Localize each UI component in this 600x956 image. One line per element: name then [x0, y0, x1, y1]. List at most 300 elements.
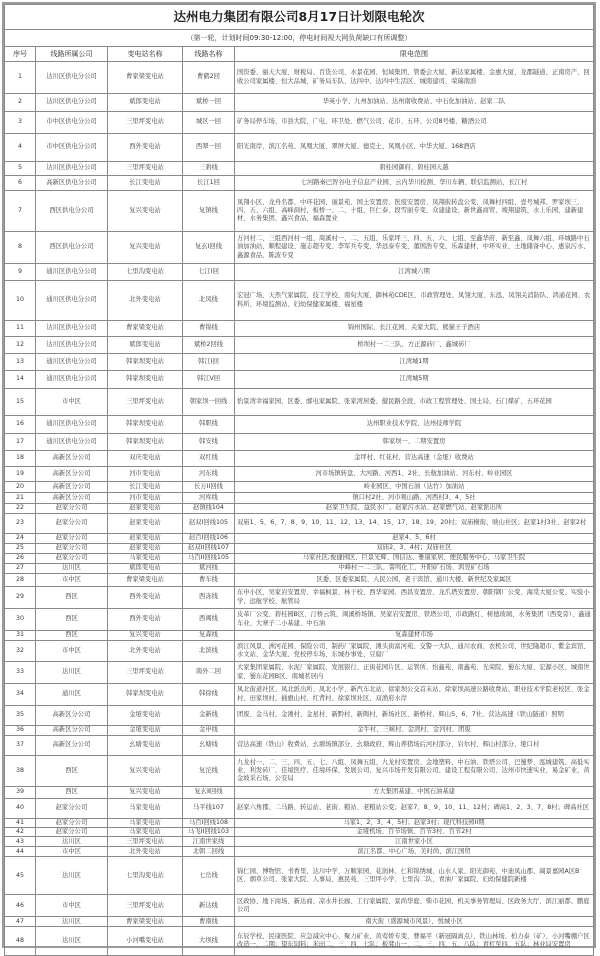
row-company: 高新区分公司: [36, 493, 108, 504]
row-line: 七江Ⅰ回: [183, 264, 235, 281]
table-row: [5, 684, 594, 706]
row-company: 赵家分公司: [36, 514, 108, 534]
row-substation: 三里坪变电站: [108, 662, 183, 684]
row-line: 西翠一回: [183, 134, 235, 162]
row-substation: 韩家坝变电站: [108, 371, 183, 389]
row-scope: 赵家六角郡、二马路、转运站、老街、粮站、老粮站公变；赵家7、8、9、10、11、12村；碑高1、2、3、7、8村；碑高社区: [235, 799, 594, 819]
table-row: [5, 451, 594, 467]
row-line: 西冻线: [183, 587, 235, 609]
row-index: 25: [5, 544, 36, 554]
row-line: 长万II回线: [183, 482, 235, 493]
row-line: 韩江Ⅴ回: [183, 371, 235, 389]
row-scope: 岭业园区、中国石油（达竹）加油站: [235, 482, 594, 493]
page-title: 达州电力集团有限公司8月17日计划限电轮次: [5, 5, 594, 30]
row-company: 市中区: [36, 847, 108, 857]
row-scope: 江南世家小区: [235, 837, 594, 847]
row-scope: 七河路秦巴智谷电子信息产业园、云内华川检测、华川车辆、联信监测站、长江村: [235, 176, 594, 191]
header-company: 线路所属公司: [36, 47, 108, 62]
row-index: 3: [5, 112, 36, 134]
row-index: 14: [5, 371, 36, 389]
row-index: 28: [5, 574, 36, 587]
row-index: 15: [5, 389, 36, 416]
row-index: 10: [5, 281, 36, 321]
row-scope: 锦仁园、博物馆、书香里、达川中学、万顺家园、花润林、仁和锦绣城、山水人家、阳光御苑、中迪凤山郡、阔景嘉园A区B区、烟草公司、张家大院、人事局、惠民苑、三里坪小学、七里沟二队、青油厂家属院、妇幼保健院新楼: [235, 857, 594, 895]
row-line: 曹锦线: [183, 321, 235, 337]
row-line: 新达线: [183, 895, 235, 917]
table-row: [5, 544, 594, 554]
row-scope: 赵家卫生院、益民水厂、赵家污水站、赵家燃气站、赵家派出所: [235, 504, 594, 514]
row-scope: 江湾城1期: [235, 354, 594, 371]
row-line: 马百I回线108: [183, 819, 235, 828]
row-substation: 西外变电站: [108, 587, 183, 609]
row-company: 高新区分公司: [36, 482, 108, 493]
row-substation: 曹家梁变电站: [108, 917, 183, 927]
row-substation: 三里坪变电站: [108, 895, 183, 917]
row-company: 赵家分公司: [36, 819, 108, 828]
row-scope: 滨江名都、中心广场、美时尚、滨江国贸: [235, 847, 594, 857]
row-scope: 营达高速（铁山）收费站、幺塘场镇部分、幺塘政府、辉山养猪场后河村部分、岩尔村、辉山村部分、垭口村: [235, 736, 594, 756]
row-line: 长江1回: [183, 176, 235, 191]
row-line: 斌桥2回线: [183, 337, 235, 354]
row-scope: 双庙1、5、6、7、8、9、10、11、12、13、14、15、17、18、19、20村；双庙横街、映山社区；赵家1村3社、赵家2村: [235, 514, 594, 534]
row-line: 曹车线: [183, 574, 235, 587]
row-scope: 河市场镇转盘、大河路、河西1、2社、长航加油站、河东村、岭业园区: [235, 467, 594, 482]
row-substation: 长江变电站: [108, 176, 183, 191]
row-scope: 万河村二、三组西河村一组、周溪村一、二、五组、乐家坪三、四、五、六、七组、至鑫华府、新至鑫、凤舞六组、环城路中石油加油站、顺程建设、施志超专变、李军兵专变、华远泰专变、董国浩专变、乐森建材、中环实业、土地储备中心、惠泉污水、鑫源食品、陈波专变: [235, 232, 594, 264]
row-company: 赵家分公司: [36, 504, 108, 514]
row-line: 幺塘线: [183, 736, 235, 756]
row-line: 复玄Ⅱ回线: [183, 787, 235, 799]
row-index: 47: [5, 917, 36, 927]
row-substation: 赵家变电站: [108, 504, 183, 514]
row-company: 达川区供电分公司: [36, 94, 108, 112]
row-line: 朝家坝一回线: [183, 389, 235, 416]
table-row: [5, 482, 594, 493]
table-row: [5, 371, 594, 389]
row-scope: 九龙村一、二、三、四、五、七、八组、凤舞五组、九龙村安置房、金地塑料、中石油、铁塔公司、巴蜀梦、泓城建筑、高低实业、利发砖厂、佳境医疗、佳境环保、发展公司、复兴市场开发有限公司、建设工程有限公司、达州市快速实业、易金矿业、黄金坡采石场、公安局: [235, 756, 594, 787]
row-substation: 复兴变电站: [108, 787, 183, 799]
row-line: 赵百I回线106: [183, 534, 235, 544]
sheet-frame: [2, 2, 596, 948]
subtitle-row: [5, 30, 594, 47]
row-scope: 国资委、丽天大厦、财税局、百货公司、水景花园、恒域集团、管委会大厦、新达家属楼、金惠大厦、龙郡隧道、正南房产、回收公司家属楼、恒大品城、矿务局车队、达四中、达四中生活区、城南建司、荣瑞南滨: [235, 62, 594, 94]
row-scope: 镇口村2社、河市观山路、河西村3、4、5社: [235, 493, 594, 504]
table-row: [5, 191, 594, 232]
table-row: [5, 847, 594, 857]
row-index: 37: [5, 736, 36, 756]
row-line: 北滨线: [183, 641, 235, 662]
row-index: 26: [5, 554, 36, 564]
row-index: 7: [5, 191, 36, 232]
row-company: 赵家分公司: [36, 828, 108, 837]
row-company: 达川区: [36, 927, 108, 956]
row-substation: 赵家变电站: [108, 544, 183, 554]
row-scope: 区委、区委家属院、人民公园、老干宾馆、通川大楼、新世纪及家属区: [235, 574, 594, 587]
row-scope: 江湾城六期: [235, 264, 594, 281]
table-row: [5, 787, 594, 799]
row-scope: 锦州国际、长江花园、关家大院、熊猫王子酒店: [235, 321, 594, 337]
row-line: 韩安线: [183, 434, 235, 451]
row-index: 22: [5, 504, 36, 514]
row-company: 达川区: [36, 662, 108, 684]
row-company: 达川区供电分公司: [36, 62, 108, 94]
row-scope: 东申小区、吴家岩安置房、幸福枫景、林干校、西华家园、西昌安置房、龙爪塔安置房、朝阳钢厂公变、海棠大厦公变、实验小学、远航学校、航管局: [235, 587, 594, 609]
row-substation: 韩家坝变电站: [108, 416, 183, 434]
table-row: [5, 514, 594, 534]
row-scope: 金坪村、红花村、营达高速（金垭）收费站: [235, 451, 594, 467]
row-company: 西区: [36, 631, 108, 641]
title-row: [5, 5, 594, 30]
row-company: 西区: [36, 587, 108, 609]
row-scope: 团废、金马村、金滩村、金星村、新黔村、新陶村、新场社区、新桥村、辉山5、6、7社、营达高速（铁山隧道）照明: [235, 706, 594, 726]
row-substation: 河市变电站: [108, 493, 183, 504]
table-row: [5, 112, 594, 134]
row-index: 30: [5, 609, 36, 631]
row-line: 大坝线: [183, 927, 235, 956]
row-company: 西区: [36, 787, 108, 799]
row-line: 城区一回: [183, 112, 235, 134]
row-scope: 阳光南岸、滨江名苑、凤凰大厦、翠屏大厦、德克士、凤凰小区、中华大厦、168酒店: [235, 134, 594, 162]
table-row: [5, 62, 594, 94]
row-substation: 斌郎变电站: [108, 564, 183, 574]
row-company: 通川区供电分公司: [36, 434, 108, 451]
row-substation: 曹家梁变电站: [108, 321, 183, 337]
row-substation: 西外变电站: [108, 134, 183, 162]
header-line: 线路名称: [183, 47, 235, 62]
row-scope: 赵家4、5、6村: [235, 534, 594, 544]
row-line: 西闽线: [183, 609, 235, 631]
row-index: 46: [5, 895, 36, 917]
row-scope: 皮革厂公变、碧桂园B区、汀桥云筑、闽溪桥场镇、吴家岩安置房、铁塔公司、市政路灯、树德玻璃、水务集团（西变旁）、鑫通车业、大寨子二小基建、中石油: [235, 609, 594, 631]
table-row: [5, 587, 594, 609]
row-index: 34: [5, 684, 36, 706]
row-scope: 韩家坝一、二期安置房: [235, 434, 594, 451]
row-line: 复玄Ⅰ回线: [183, 232, 235, 264]
row-company: 赵家分公司: [36, 554, 108, 564]
row-substation: 三里坪变电站: [108, 162, 183, 176]
row-line: 韩职线: [183, 416, 235, 434]
row-scope: 方大集团基建、中国石油基建: [235, 787, 594, 799]
row-scope: 复森建材市场: [235, 631, 594, 641]
row-index: 11: [5, 321, 36, 337]
row-line: 三碧线: [183, 162, 235, 176]
table-row: [5, 706, 594, 726]
table-row: [5, 609, 594, 631]
table-row: [5, 264, 594, 281]
row-index: 32: [5, 641, 36, 662]
row-substation: 幺塘变电站: [108, 736, 183, 756]
row-index: 40: [5, 799, 36, 819]
row-scope: 桥坝村一二三队、方正源砖厂、鑫城砖厂: [235, 337, 594, 354]
table-row: [5, 726, 594, 736]
row-scope: 宏冠广场、天然气家属院、技工学校、南旬大厦、御林苑CDE区、市政管理处、凤翎大厦、东泓、凤翎关消防队、鸿通花园、农科所、环境监测站、妇幼保健家属楼、福星楼: [235, 281, 594, 321]
row-line: 赵双I回线105: [183, 514, 235, 534]
row-index: 18: [5, 451, 36, 467]
row-substation: 长江变电站: [108, 482, 183, 493]
row-index: 31: [5, 631, 36, 641]
row-company: 高新区供电分公司: [36, 176, 108, 191]
row-substation: 斌郎变电站: [108, 337, 183, 354]
table-row: [5, 467, 594, 482]
table-row: [5, 837, 594, 847]
table-row: [5, 134, 594, 162]
table-row: [5, 927, 594, 956]
row-scope: 马家1、2、3、4、5村；赵家3村；现代科技园II期: [235, 819, 594, 828]
row-company: 西区: [36, 756, 108, 787]
row-index: 43: [5, 837, 36, 847]
row-scope: 滨江风景、洲河花园、保险公司、制药厂家属院、滩头街富河苑、交警一大队、通川农商、农机公司、世纪隆超市、紫金宾馆、水文站、金华大厦、党校停车场、东城办事处、豆腐厂: [235, 641, 594, 662]
row-line: 曹南线: [183, 917, 235, 927]
row-line: 江南世家线: [183, 837, 235, 847]
table-row: [5, 162, 594, 176]
table-row: [5, 493, 594, 504]
table-row: [5, 94, 594, 112]
row-substation: 金垭变电站: [108, 726, 183, 736]
row-company: 高新区分公司: [36, 451, 108, 467]
table-row: [5, 354, 594, 371]
row-substation: 七里沟变电站: [108, 264, 183, 281]
row-company: 通川区供电分公司: [36, 354, 108, 371]
row-scope: 马家社区;俊捷园区、巨景光辉、国信达、雅康家居、便民服务中心、马家卫生院: [235, 554, 594, 564]
row-scope: 怡景湾幸福家园、区委、邮电家属院、张家湾居委、健民路全段、市政工程管理处、国土局、石门煤矿、五环花园: [235, 389, 594, 416]
table-row: [5, 504, 594, 514]
row-company: 高新区分公司: [36, 706, 108, 726]
row-substation: 三里坪变电站: [108, 389, 183, 416]
row-index: 24: [5, 534, 36, 544]
row-index: 42: [5, 828, 36, 837]
row-line: 七岳线: [183, 857, 235, 895]
row-company: 市中区: [36, 389, 108, 416]
table-row: [5, 574, 594, 587]
row-company: 西区: [36, 609, 108, 631]
row-index: 41: [5, 819, 36, 828]
row-line: 复镇线: [183, 191, 235, 232]
row-company: 高新区分公司: [36, 736, 108, 756]
table-row: [5, 857, 594, 895]
row-scope: 华英小学、九州加油站、达州南收费站、中石化加油站、赵家二队: [235, 94, 594, 112]
row-substation: 曹家梁变电站: [108, 574, 183, 587]
row-substation: 金垭变电站: [108, 706, 183, 726]
row-line: 韩徐线: [183, 684, 235, 706]
row-substation: 七里沟变电站: [108, 857, 183, 895]
row-index: 5: [5, 162, 36, 176]
table-row: [5, 337, 594, 354]
row-company: 西区供电分公司: [36, 232, 108, 264]
row-company: 通川区供电分公司: [36, 264, 108, 281]
header-row: [5, 47, 594, 62]
row-scope: 凤翔小区、龙舟名都、中环花园、丽景苑、国土安置房、医废安置房、凤翔街转盘公变、凤舞村四组、壹号城邦、罗家坝三、四、五、六组、高峰洞村、板桥一、二、十组、巨仁泰、段雪丽专变、众建建设、新世鑫商贸、竣翔建筑、水上乐园、建新建材、水务集团、鑫兴食品、福森置业: [235, 191, 594, 232]
row-company: 通川区供电分公司: [36, 371, 108, 389]
table-row: [5, 554, 594, 564]
row-company: 市中区: [36, 641, 108, 662]
table-row: [5, 434, 594, 451]
row-index: 16: [5, 416, 36, 434]
row-substation: 韩家坝变电站: [108, 434, 183, 451]
row-line: 北凤线: [183, 281, 235, 321]
row-substation: 韩家坝变电站: [108, 354, 183, 371]
page-subtitle: （第一轮，计划时间09:30-12:00，停电时间视大网负荷缺口有所调整）: [5, 30, 594, 47]
row-company: 赵家分公司: [36, 799, 108, 819]
table-row: [5, 756, 594, 787]
row-substation: 韩家坝变电站: [108, 684, 183, 706]
row-line: 北朝二回线: [183, 847, 235, 857]
row-index: 38: [5, 756, 36, 787]
table-row: [5, 232, 594, 264]
table-row: [5, 564, 594, 574]
row-line: 曹鹤2回: [183, 62, 235, 94]
power-rationing-table: [4, 4, 594, 956]
row-company: 高新区分公司: [36, 467, 108, 482]
row-line: 斌河线: [183, 564, 235, 574]
row-scope: 中峰村一二三队、雷鸣化工、升阳矿石场、鸿昱矿石场: [235, 564, 594, 574]
table-row: [5, 534, 594, 544]
row-index: 29: [5, 587, 36, 609]
row-index: 35: [5, 706, 36, 726]
row-line: 双红线: [183, 451, 235, 467]
row-index: 36: [5, 726, 36, 736]
row-index: 9: [5, 264, 36, 281]
row-scope: 凤北街道社区、凤北派出所、凤北小学、新汽车北站、徐家坝公交首末站、徐家坝高速公路收费站、职业技术学院老校区、张金村、田家坝村、插旗山村、红背村、徐家坝社区、双渔府水岸: [235, 684, 594, 706]
row-scope: 双庙2、3、4村；双庙社区: [235, 544, 594, 554]
row-substation: 复兴变电站: [108, 756, 183, 787]
row-company: 达川区供电分公司: [36, 162, 108, 176]
row-company: 达川区: [36, 917, 108, 927]
row-index: 2: [5, 94, 36, 112]
row-scope: 矿务局停车场、市县大院、广电、环卫处、燃气公司、花市、五环、公司8号楼、糖酒公司: [235, 112, 594, 134]
row-substation: 三里坪变电站: [108, 837, 183, 847]
row-line: 赵镇线104: [183, 504, 235, 514]
row-index: 13: [5, 354, 36, 371]
row-substation: 北外变电站: [108, 281, 183, 321]
row-scope: 金垭机场、百节场镇、百节3村、百节2村: [235, 828, 594, 837]
row-scope: 江湾城5期: [235, 371, 594, 389]
table-row: [5, 416, 594, 434]
table-row: [5, 828, 594, 837]
row-company: 达川区: [36, 857, 108, 895]
row-company: 通川区供电分公司: [36, 281, 108, 321]
row-index: 23: [5, 514, 36, 534]
row-scope: 达州职业技术学院、达州技师学院: [235, 416, 594, 434]
table-row: [5, 631, 594, 641]
row-line: 马飞II回线103: [183, 828, 235, 837]
table-row: [5, 641, 594, 662]
table-row: [5, 281, 594, 321]
row-scope: 区政协、地下商场、新达商、凉水井长廊、工行家属院、景尚华庭、柴市花园、机关事务管理局、区政务大厅、滨江丽都、鹏庭公司: [235, 895, 594, 917]
row-substation: 双庆变电站: [108, 451, 183, 467]
header-substation: 变电站名称: [108, 47, 183, 62]
row-index: 45: [5, 857, 36, 895]
row-substation: 赵家变电站: [108, 514, 183, 534]
row-substation: 小河嘴变电站: [108, 927, 183, 956]
row-company: 达川区供电分公司: [36, 337, 108, 354]
row-company: 赵家分公司: [36, 534, 108, 544]
row-index: 20: [5, 482, 36, 493]
row-index: 1: [5, 62, 36, 94]
table-row: [5, 736, 594, 756]
table-row: [5, 819, 594, 828]
row-scope: 金牛村、三峡村、金湾村、金河村、团废: [235, 726, 594, 736]
row-line: 赵双II回线107: [183, 544, 235, 554]
row-substation: 马家变电站: [108, 799, 183, 819]
table-row: [5, 176, 594, 191]
row-substation: 马家变电站: [108, 819, 183, 828]
row-substation: 河市变电站: [108, 467, 183, 482]
row-index: 33: [5, 662, 36, 684]
row-company: 达川区: [36, 837, 108, 847]
row-company: 达川区供电分公司: [36, 321, 108, 337]
row-substation: 北外变电站: [108, 847, 183, 857]
row-company: 通川区供电分公司: [36, 416, 108, 434]
row-substation: 马家变电站: [108, 554, 183, 564]
row-substation: 斌郎变电站: [108, 94, 183, 112]
row-index: 6: [5, 176, 36, 191]
header-index: 序号: [5, 47, 36, 62]
row-company: 市中区供电分公司: [36, 134, 108, 162]
row-company: 市中区: [36, 574, 108, 587]
table-row: [5, 662, 594, 684]
row-line: 河库线: [183, 493, 235, 504]
table-row: [5, 389, 594, 416]
row-line: 马平线107: [183, 799, 235, 819]
row-company: 市中区供电分公司: [36, 112, 108, 134]
row-index: 12: [5, 337, 36, 354]
row-substation: 复兴变电站: [108, 232, 183, 264]
row-substation: 复兴变电站: [108, 631, 183, 641]
row-substation: 曹家梁变电站: [108, 62, 183, 94]
row-company: 市中区: [36, 895, 108, 917]
table-row: [5, 895, 594, 917]
row-substation: 马家变电站: [108, 828, 183, 837]
row-line: 马百II回线105: [183, 554, 235, 564]
row-index: 4: [5, 134, 36, 162]
row-substation: 三里坪变电站: [108, 112, 183, 134]
row-line: 金申线: [183, 726, 235, 736]
row-company: 西区供电分公司: [36, 191, 108, 232]
row-company: 赵家分公司: [36, 544, 108, 554]
row-index: 17: [5, 434, 36, 451]
table-row: [5, 917, 594, 927]
row-line: 金新线: [183, 706, 235, 726]
row-line: 河东线: [183, 467, 235, 482]
row-scope: 东辰学校、民康医院、应急减灾中心、聚力矿业、黄莺娇专变、曹福平（新冠隔离点）、铁山林场、柏力泰（矿）、小河嘴棚户区改造一、二期；望东饲料；米田二、三、四、七队；板凳山一、二、三、四、五、八队；青杠至四、五队；林业局安置房: [235, 927, 594, 956]
row-index: 44: [5, 847, 36, 857]
row-scope: 碧桂园御府、碧桂园天越: [235, 162, 594, 176]
row-company: 达川区: [36, 564, 108, 574]
header-scope: 限电范围: [235, 47, 594, 62]
table-row: [5, 799, 594, 819]
row-line: 复沱线: [183, 756, 235, 787]
row-scope: 南大街（盛源城市风景）、悦城小区: [235, 917, 594, 927]
row-index: 8: [5, 232, 36, 264]
row-substation: 北外变电站: [108, 641, 183, 662]
row-company: 通川区: [36, 684, 108, 706]
row-line: 斌桥一回: [183, 94, 235, 112]
row-substation: 赵家变电站: [108, 534, 183, 544]
row-line: 韩江Ⅰ回: [183, 354, 235, 371]
row-line: 复森线: [183, 631, 235, 641]
row-substation: 西外变电站: [108, 609, 183, 631]
row-scope: 大家集团家属院、水泥厂家属院、发展银行、正街花园片区、运管所、怡鑫苑、南鑫苑、光荣院、蜀东大厦、宏源小区、城南世家、蜀东花园B区、南城茗居内: [235, 662, 594, 684]
row-index: 27: [5, 564, 36, 574]
row-index: 19: [5, 467, 36, 482]
row-company: 高新区分公司: [36, 726, 108, 736]
row-line: 南外二回: [183, 662, 235, 684]
row-index: 21: [5, 493, 36, 504]
row-index: 39: [5, 787, 36, 799]
row-index: 48: [5, 927, 36, 956]
row-substation: 复兴变电站: [108, 191, 183, 232]
table-row: [5, 321, 594, 337]
